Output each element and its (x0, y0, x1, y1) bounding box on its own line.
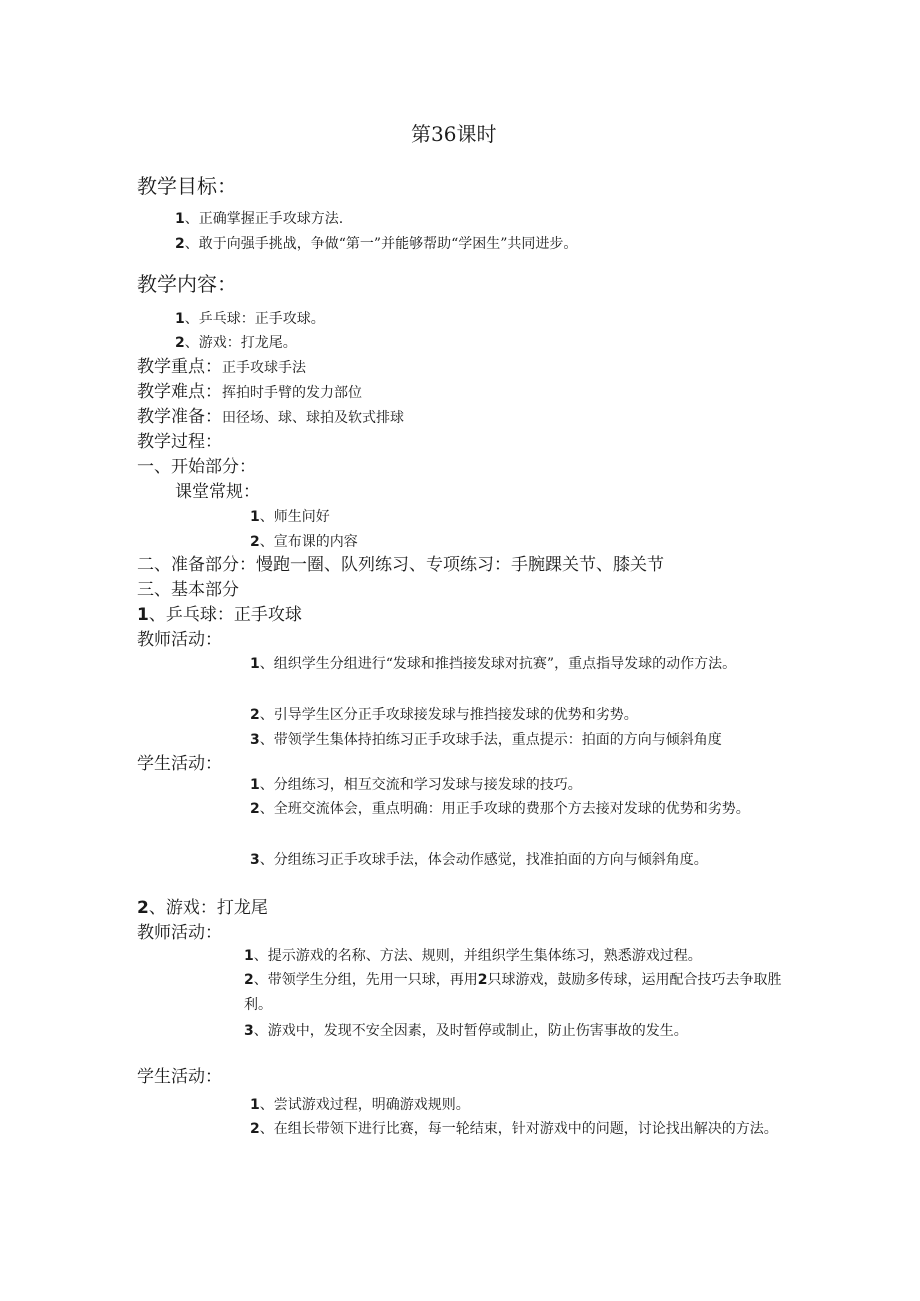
section1-student-item-3 (250, 853, 708, 867)
item-number: 2 (250, 534, 260, 550)
item-text: 、引导学生区分正手攻球接发球与推挡接发球的优势和劣势。 (259, 707, 638, 723)
key-point-label: 教学重点： (137, 357, 222, 377)
item-text: 、提示游戏的名称、方法、规则，并组织学生集体练习，熟悉游戏过程。 (253, 948, 702, 964)
part3-heading: 三、基本部分 (137, 580, 239, 600)
section2-student-label: 学生活动： (137, 1067, 222, 1087)
section-number: 1 (137, 605, 149, 625)
section-title: 、游戏：打龙尾 (148, 898, 268, 918)
part1-sub: 课堂常规： (175, 482, 260, 502)
item-number: 2 (250, 801, 260, 817)
item-number: 1 (250, 1097, 260, 1113)
content-item-2 (175, 336, 297, 350)
part2-heading: 二、准备部分：慢跑一圈、队列练习、专项练习：手腕踝关节、膝关节 (137, 555, 664, 575)
item-number: 2 (250, 707, 260, 723)
part1-heading: 一、开始部分： (137, 457, 256, 477)
section-number: 2 (137, 898, 149, 918)
item-number: 3 (250, 732, 260, 748)
section2-teacher-item-3 (244, 1024, 688, 1038)
item-text: 、全班交流体会，重点明确：用正手攻球的费那个方去接对发球的优势和劣势。 (259, 801, 750, 817)
key-point-row (137, 359, 306, 376)
item-text: 、游戏：打龙尾。 (184, 335, 297, 351)
section1-teacher-label: 教师活动： (137, 630, 222, 650)
item-number: 2 (250, 1121, 260, 1137)
item-number: 1 (250, 777, 260, 793)
content-item-1 (175, 312, 325, 326)
section1-teacher-item-1 (250, 652, 780, 677)
item-text: 、分组练习，相互交流和学习发球与接发球的技巧。 (259, 777, 582, 793)
section2-teacher-item-1 (244, 949, 702, 963)
item-number: 3 (244, 1023, 254, 1039)
item-text: 、在组长带领下进行比赛，每一轮结束，针对游戏中的问题，讨论找出解决的方法。 (259, 1121, 778, 1137)
inline-number: 2 (477, 972, 488, 988)
section1-teacher-item-2 (250, 708, 638, 722)
item-text: 、分组练习正手攻球手法，体会动作感觉，找准拍面的方向与倾斜角度。 (259, 852, 708, 868)
item-text: 、敢于向强手挑战，争做“第一”并能够帮助“学困生”共同进步。 (184, 236, 578, 252)
item-number: 1 (175, 211, 185, 227)
difficulty-row (137, 384, 362, 401)
item-text: 、组织学生分组进行“发球和推挡接发球对抗赛”，重点指导发球的动作方法。 (259, 656, 737, 672)
item-text: 、乒乓球：正手攻球。 (184, 311, 325, 327)
item-text: 只球游戏，鼓励多传球，运用配合技巧去争取胜利。 (244, 972, 782, 1013)
objective-item-2 (175, 237, 577, 251)
item-text: 、宣布课的内容 (259, 534, 358, 550)
item-number: 1 (250, 656, 260, 672)
page-title: 第36课时 (411, 122, 497, 146)
section1-heading (137, 607, 302, 624)
item-number: 3 (250, 852, 260, 868)
item-text: 、师生问好 (259, 509, 330, 525)
part1-item-2 (250, 535, 358, 549)
content-heading: 教学内容： (137, 272, 237, 296)
item-text: 、带领学生集体持拍练习正手攻球手法，重点提示：拍面的方向与倾斜角度 (259, 732, 722, 748)
process-heading: 教学过程： (137, 432, 222, 452)
difficulty-text: 挥拍时手臂的发力部位 (222, 385, 362, 401)
section1-student-item-1 (250, 778, 582, 792)
item-number: 2 (175, 236, 185, 252)
section2-heading (137, 900, 268, 917)
section-title: 、乒乓球：正手攻球 (148, 605, 302, 625)
item-number: 1 (244, 948, 254, 964)
preparation-row (137, 409, 404, 426)
objectives-heading: 教学目标： (137, 174, 237, 198)
item-text: 、正确掌握正手攻球方法. (184, 211, 344, 227)
item-text: 、带领学生分组，先用一只球，再用 (253, 972, 478, 988)
section1-student-label: 学生活动： (137, 754, 222, 774)
key-point-text: 正手攻球手法 (222, 360, 306, 376)
section2-teacher-item-2 (244, 968, 784, 1018)
difficulty-label: 教学难点： (137, 382, 222, 402)
section2-student-item-1 (250, 1098, 470, 1112)
part1-item-1 (250, 510, 330, 524)
item-number: 2 (244, 972, 254, 988)
objective-item-1 (175, 212, 343, 226)
section2-teacher-label: 教师活动： (137, 923, 222, 943)
preparation-label: 教学准备： (137, 407, 222, 427)
item-number: 1 (175, 311, 185, 327)
item-text: 、游戏中，发现不安全因素，及时暂停或制止，防止伤害事故的发生。 (253, 1023, 688, 1039)
preparation-text: 田径场、球、球拍及软式排球 (222, 410, 404, 426)
item-text: 、尝试游戏过程，明确游戏规则。 (259, 1097, 470, 1113)
section2-student-item-2 (250, 1117, 780, 1142)
section1-student-item-2 (250, 797, 780, 822)
item-number: 2 (175, 335, 185, 351)
item-number: 1 (250, 509, 260, 525)
section1-teacher-item-3 (250, 733, 722, 747)
